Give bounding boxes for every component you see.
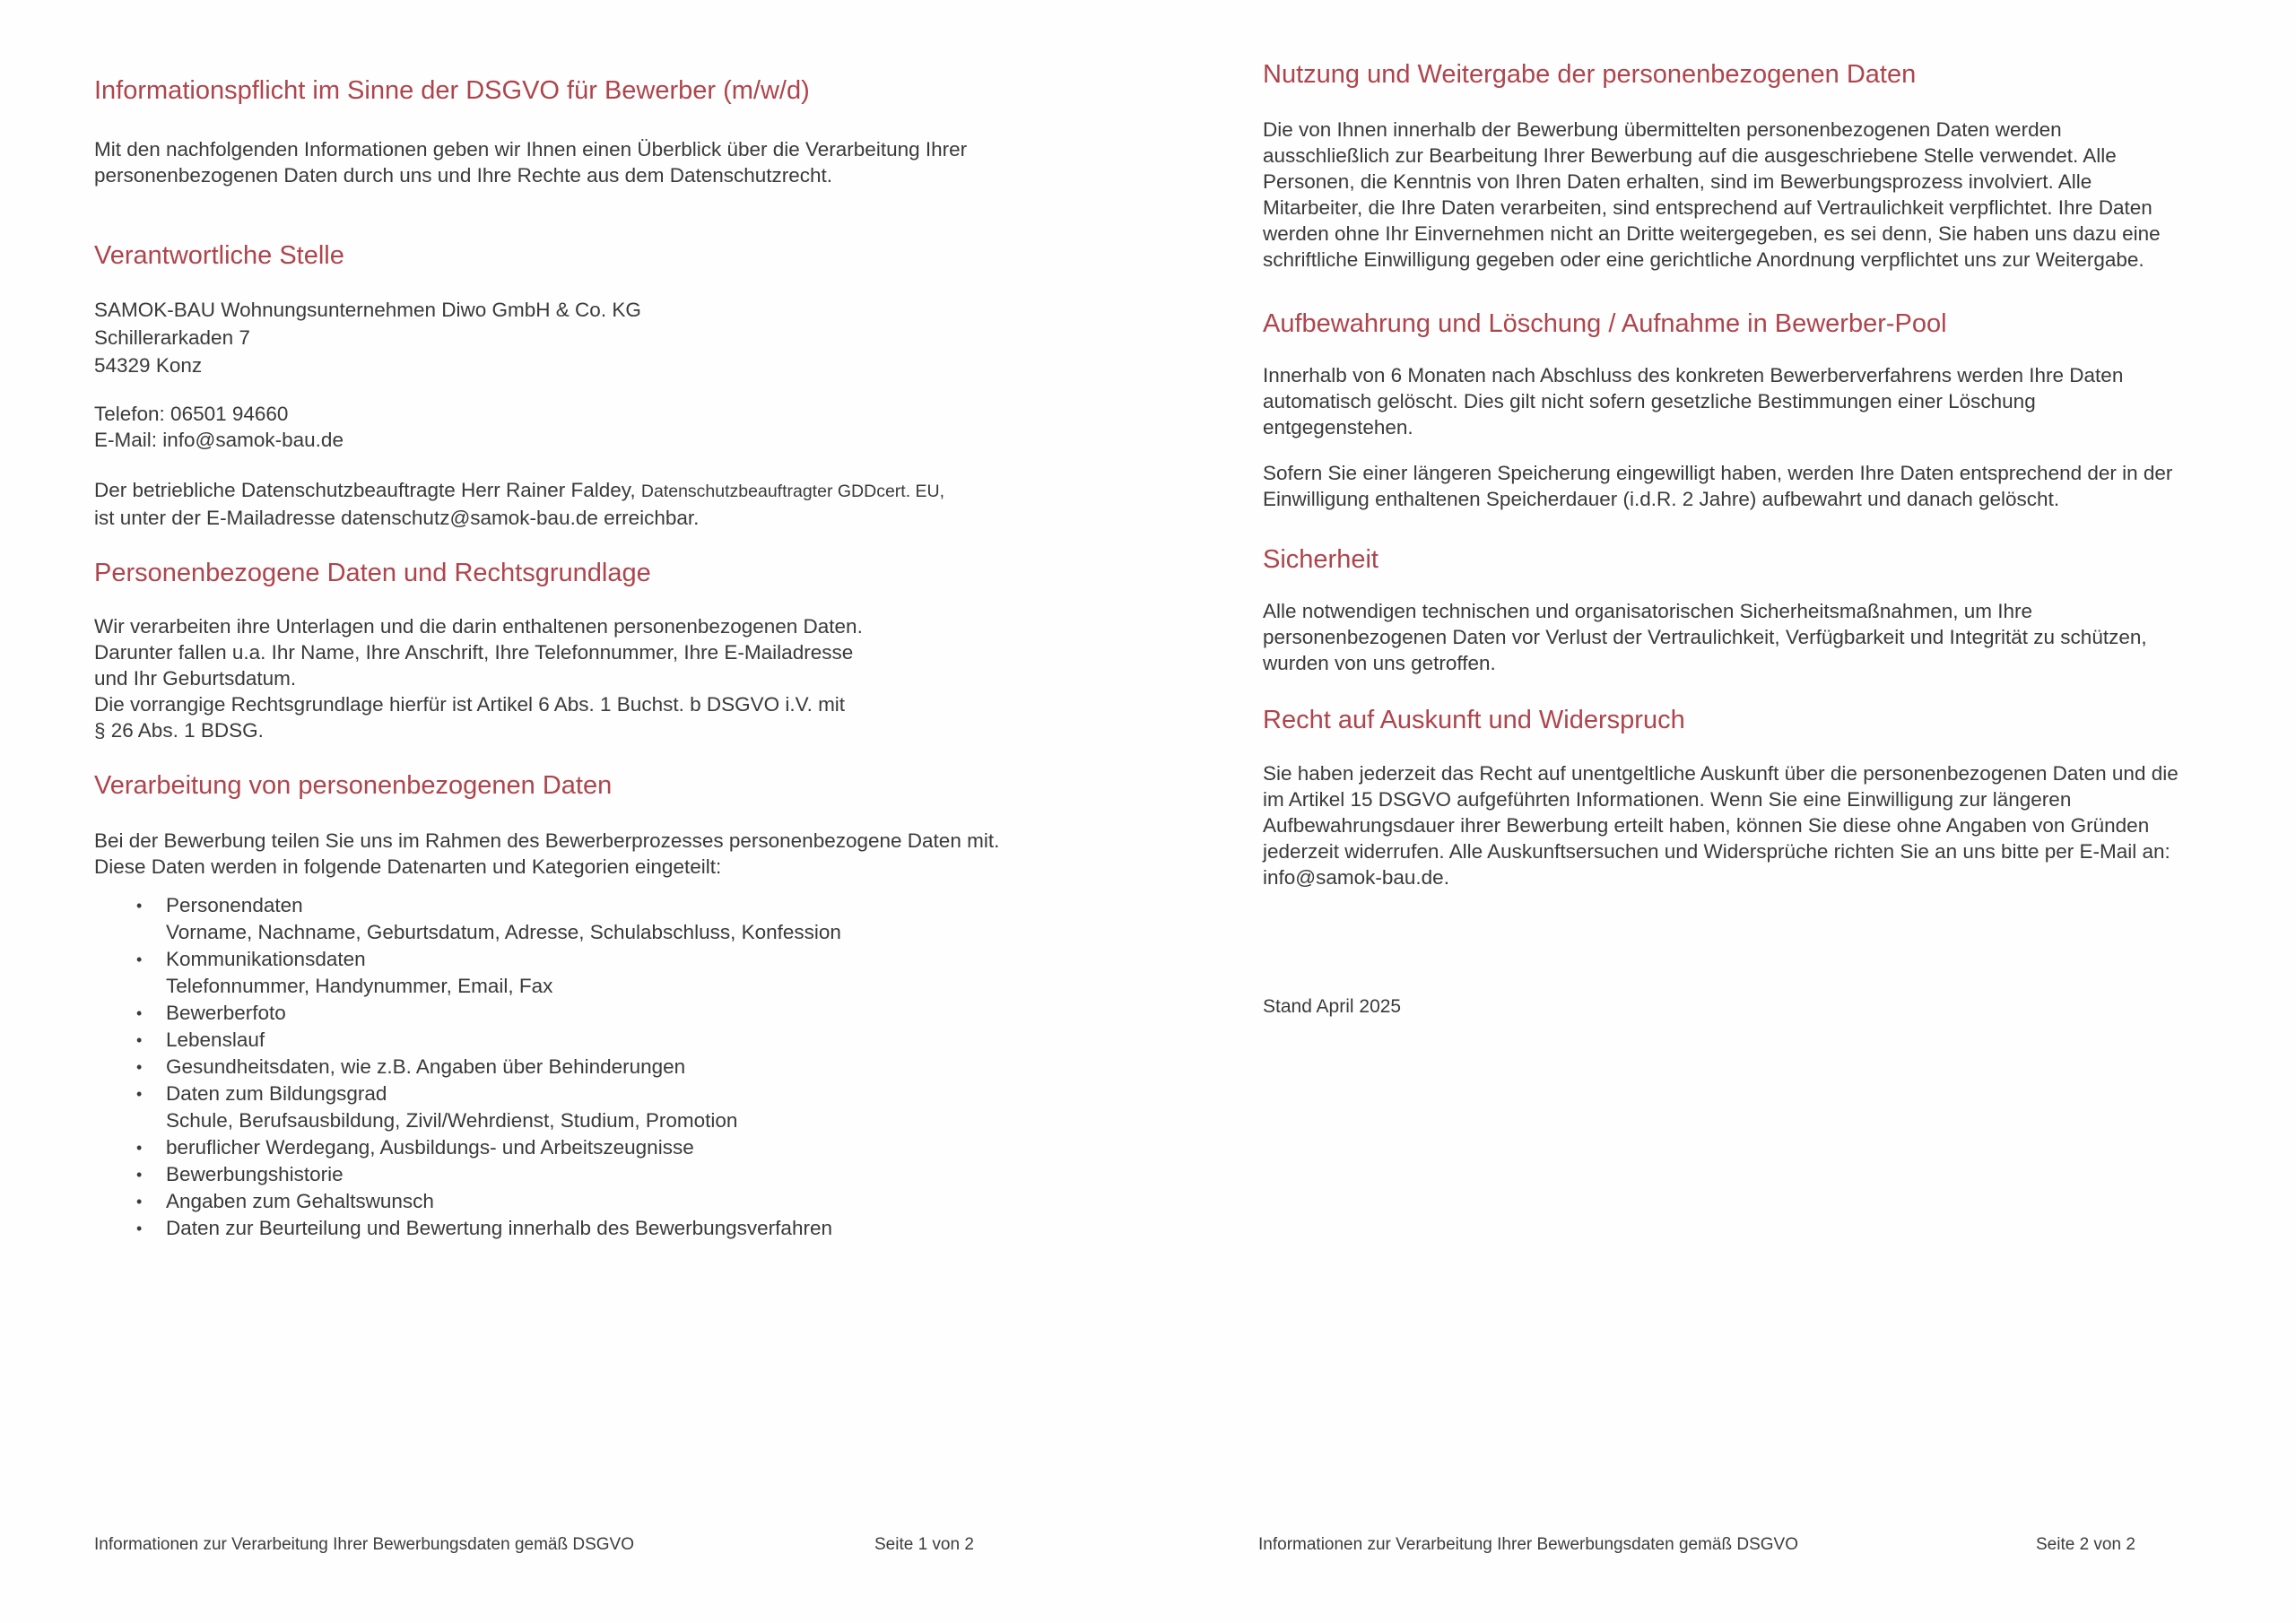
bullet-dot: • — [136, 1058, 143, 1076]
section-heading-storage: Aufbewahrung und Löschung / Aufnahme in Bewerber-Pool — [1263, 309, 1947, 338]
storage-paragraph-1 — [1263, 362, 2296, 440]
text-line: Innerhalb von 6 Monaten nach Abschluss des konkreten Bewerberverfahrens werden Ihre Daten — [1263, 364, 2124, 386]
bullet-dot: • — [136, 1085, 143, 1103]
text-line: Sie haben jederzeit das Recht auf unentgeltliche Auskunft über die personenbezogenen Daten und die — [1263, 762, 2179, 785]
bullet-line — [94, 1188, 1148, 1215]
text-line: info@samok-bau.de. — [1263, 866, 1449, 889]
text-line: Die von Ihnen innerhalb der Bewerbung übermittelten personenbezogenen Daten werden — [1263, 118, 2062, 141]
bullet-line — [94, 1000, 1148, 1027]
text-line: Bei der Bewerbung teilen Sie uns im Rahmen des Bewerberprozesses personenbezogene Daten mit. — [94, 829, 1000, 852]
text-line: Wir verarbeiten ihre Unterlagen und die darin enthaltenen personenbezogenen Daten. — [94, 615, 863, 638]
bullet-line — [94, 1027, 1148, 1054]
text-line: entgegenstehen. — [1263, 416, 1413, 438]
storage-paragraph-2 — [1263, 460, 2296, 512]
list-item — [94, 1161, 1148, 1188]
bullet-text: Gesundheitsdaten, wie z.B. Angaben über Behinderungen — [166, 1055, 686, 1078]
text-line: Mitarbeiter, die Ihre Daten verarbeiten, sind entsprechend auf Vertraulichkeit verpflichtet. Ihre Daten — [1263, 196, 2152, 219]
list-item — [94, 1188, 1148, 1215]
page-2 — [1148, 0, 2296, 1623]
company-address-block — [94, 296, 1148, 379]
section-heading-responsible: Verantwortliche Stelle — [94, 241, 344, 270]
bullet-text: Angaben zum Gehaltswunsch — [166, 1190, 434, 1212]
text-line: personenbezogenen Daten vor Verlust der Vertraulichkeit, Verfügbarkeit und Integrität zu schützen, — [1263, 626, 2147, 648]
footer-page-number: Seite 2 von 2 — [2036, 1535, 2135, 1554]
intro-paragraph — [94, 136, 1148, 188]
bullet-line — [94, 892, 1148, 919]
dpo-line-1-main: Der betriebliche Datenschutzbeauftragte Herr Rainer Faldey, — [94, 479, 641, 501]
dpo-line-1-small: Datenschutzbeauftragter GDDcert. EU, — [640, 482, 945, 501]
contact-block — [94, 401, 1148, 453]
text-line: schriftliche Einwilligung gegeben oder eine gerichtliche Anordnung verpflichtet uns zur Weitergabe. — [1263, 248, 2144, 271]
text-line: Aufbewahrungsdauer ihrer Bewerbung erteilt haben, können Sie diese ohne Angaben von Gründen — [1263, 814, 2150, 837]
bullet-text: Daten zum Bildungsgrad — [166, 1082, 387, 1105]
text-line: Die vorrangige Rechtsgrundlage hierfür ist Artikel 6 Abs. 1 Buchst. b DSGVO i.V. mit — [94, 693, 846, 716]
text-line: automatisch gelöscht. Dies gilt nicht sofern gesetzliche Bestimmungen einer Löschung — [1263, 390, 2036, 412]
bullet-line — [94, 946, 1148, 973]
text-line: werden ohne Ihr Einvernehmen nicht an Dritte weitergegeben, es sei denn, Sie haben uns dazu eine — [1263, 222, 2161, 245]
page-2-content — [1148, 0, 2296, 1018]
section-heading-processing: Verarbeitung von personenbezogenen Daten — [94, 771, 613, 800]
bullet-dot: • — [136, 950, 143, 968]
bullet-subline: Vorname, Nachname, Geburtsdatum, Adresse, Schulabschluss, Konfession — [166, 921, 841, 943]
contact-line: Telefon: 06501 94660 — [94, 403, 289, 425]
bullet-dot: • — [136, 1139, 143, 1157]
list-item — [94, 946, 1148, 1000]
list-item — [94, 1027, 1148, 1054]
contact-line: E-Mail: info@samok-bau.de — [94, 429, 344, 451]
text-line: § 26 Abs. 1 BDSG. — [94, 719, 264, 742]
personal-data-paragraph — [94, 613, 1148, 743]
footer-document-label: Informationen zur Verarbeitung Ihrer Bewerbungsdaten gemäß DSGVO — [1258, 1535, 1798, 1554]
footer-page-number: Seite 1 von 2 — [874, 1535, 974, 1554]
list-item — [94, 1134, 1148, 1161]
data-protection-officer-block — [94, 477, 1148, 531]
processing-paragraph — [94, 828, 1148, 880]
dpo-line-1 — [94, 477, 1148, 505]
text-line: und Ihr Geburtsdatum. — [94, 667, 297, 690]
bullet-dot: • — [136, 1193, 143, 1211]
bullet-dot: • — [136, 1219, 143, 1237]
bullet-line — [94, 1161, 1148, 1188]
page-1-content — [0, 0, 1148, 1242]
text-line: wurden von uns getroffen. — [1263, 652, 1496, 674]
text-line: personenbezogenen Daten durch uns und Ihre Rechte aus dem Datenschutzrecht. — [94, 164, 833, 187]
list-item — [94, 1054, 1148, 1081]
text-line: jederzeit widerrufen. Alle Auskunftsersuchen und Widersprüche richten Sie an uns bitte per E-Mail an: — [1263, 840, 2170, 863]
bullet-line — [94, 1134, 1148, 1161]
section-heading-usage: Nutzung und Weitergabe der personenbezogenen Daten — [1263, 60, 1917, 89]
text-line: Darunter fallen u.a. Ihr Name, Ihre Anschrift, Ihre Telefonnummer, Ihre E-Mailadresse — [94, 641, 854, 664]
bullet-line — [94, 1054, 1148, 1081]
security-paragraph — [1263, 598, 2296, 676]
text-line: Diese Daten werden in folgende Datenarten und Kategorien eingeteilt: — [94, 855, 722, 878]
page-title: Informationspflicht im Sinne der DSGVO für Bewerber (m/w/d) — [94, 76, 810, 105]
bullet-line — [94, 1081, 1148, 1107]
rights-paragraph — [1263, 760, 2296, 890]
text-line: Sofern Sie einer längeren Speicherung eingewilligt haben, werden Ihre Daten entsprechend der in der — [1263, 462, 2173, 484]
text-line: Einwilligung enthaltenen Speicherdauer (i.d.R. 2 Jahre) aufbewahrt und danach gelöscht. — [1263, 488, 2060, 510]
bullet-dot: • — [136, 1166, 143, 1184]
list-item — [94, 1000, 1148, 1027]
data-categories-list — [94, 892, 1148, 1242]
address-line: SAMOK-BAU Wohnungsunternehmen Diwo GmbH & Co. KG — [94, 299, 641, 321]
usage-paragraph — [1263, 117, 2296, 273]
footer-document-label: Informationen zur Verarbeitung Ihrer Bewerbungsdaten gemäß DSGVO — [94, 1535, 634, 1554]
version-date: Stand April 2025 — [1263, 996, 1402, 1017]
bullet-dot: • — [136, 1004, 143, 1022]
address-line: 54329 Konz — [94, 354, 203, 377]
bullet-text: Bewerbungshistorie — [166, 1163, 344, 1185]
bullet-dot: • — [136, 897, 143, 915]
text-line: Alle notwendigen technischen und organisatorischen Sicherheitsmaßnahmen, um Ihre — [1263, 600, 2032, 622]
address-line: Schillerarkaden 7 — [94, 326, 250, 349]
section-heading-security: Sicherheit — [1263, 545, 1378, 574]
text-line: ausschließlich zur Bearbeitung Ihrer Bewerbung auf die ausgeschriebene Stelle verwendet. Alle — [1263, 144, 2117, 167]
list-item — [94, 1081, 1148, 1134]
bullet-line — [94, 1215, 1148, 1242]
bullet-text: Personendaten — [166, 894, 303, 916]
dpo-line-2: ist unter der E-Mailadresse datenschutz@samok-bau.de erreichbar. — [94, 507, 700, 529]
bullet-text: Daten zur Beurteilung und Bewertung innerhalb des Bewerbungsverfahren — [166, 1217, 832, 1239]
section-heading-personal-data: Personenbezogene Daten und Rechtsgrundlage — [94, 559, 651, 587]
bullet-text: Bewerberfoto — [166, 1002, 286, 1024]
text-line: im Artikel 15 DSGVO aufgeführten Informationen. Wenn Sie eine Einwilligung zur längeren — [1263, 788, 2072, 811]
list-item — [94, 892, 1148, 946]
list-item — [94, 1215, 1148, 1242]
text-line: Mit den nachfolgenden Informationen geben wir Ihnen einen Überblick über die Verarbeitung Ihrer — [94, 138, 968, 161]
bullet-text: Lebenslauf — [166, 1028, 265, 1051]
text-line: Personen, die Kenntnis von Ihren Daten erhalten, sind im Bewerbungsprozess involviert. Alle — [1263, 170, 2092, 193]
bullet-subline: Schule, Berufsausbildung, Zivil/Wehrdienst, Studium, Promotion — [166, 1109, 738, 1132]
section-heading-rights: Recht auf Auskunft und Widerspruch — [1263, 706, 1685, 734]
bullet-text: Kommunikationsdaten — [166, 948, 366, 970]
bullet-subline: Telefonnummer, Handynummer, Email, Fax — [166, 975, 553, 997]
bullet-text: beruflicher Werdegang, Ausbildungs- und Arbeitszeugnisse — [166, 1136, 694, 1159]
bullet-dot: • — [136, 1031, 143, 1049]
